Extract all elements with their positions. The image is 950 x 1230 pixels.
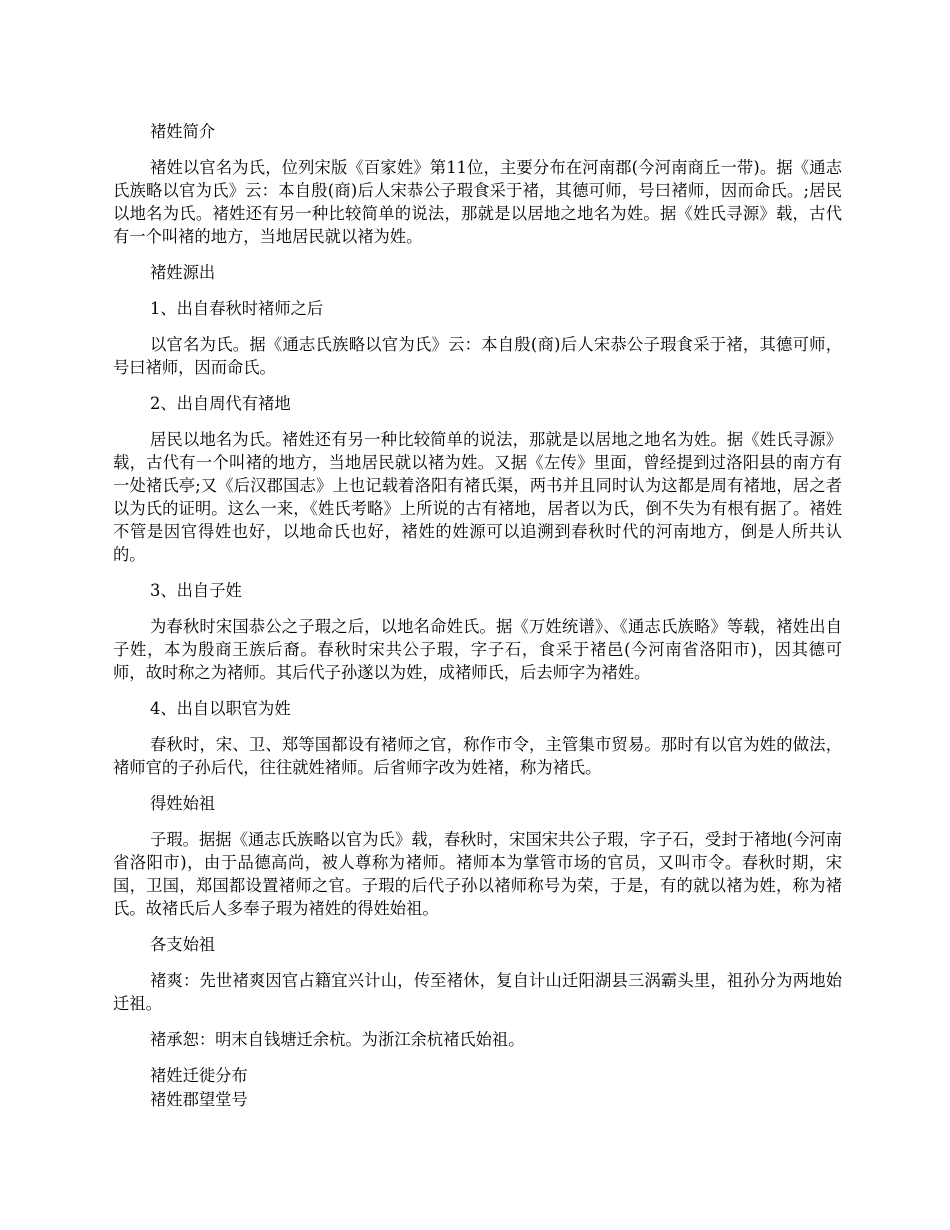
subheading-origin-3: 3、出自子姓 [150, 581, 242, 600]
paragraph-origin-2: 居民以地名为氏。褚姓还有另一种比较简单的说法，那就是以居地之地名为姓。据《姓氏寻源》载，古代有一个叫褚的地方，当地居民就以褚为姓。又据《左传》里面，曾经提到过洛阳县的南方有一处褚氏亭;又《后汉郡国志》上也记载着洛阳有褚氏渠，两书并且同时认为这都是周有褚地，居之者以为氏的证明。这么一来，《姓氏考略》上所说的古有褚地，居者以为氏，倒不失为有根有据了。褚姓不管是因官得姓也好，以地命氏也好，褚姓的姓源可以追溯到春秋时代的河南地方，倒是人所共认的。 [113, 430, 842, 564]
paragraph-ancestor: 子瑕。据据《通志氏族略以官为氏》载，春秋时，宋国宋共公子瑕，字子石，受封于褚地(今河南省洛阳市)，由于品德高尚，被人尊称为褚师。褚师本为掌管市场的官员，又叫市令。春秋时期，宋国，卫国，郑国都设置褚师之官。子瑕的后代子孙以褚师称号为荣，于是，有的就以褚为姓，称为褚氏。故褚氏后人多奉子瑕为褚姓的得姓始祖。 [113, 830, 842, 918]
section-heading-ancestor: 得姓始祖 [150, 794, 216, 813]
paragraph-origin-3: 为春秋时宋国恭公之子瑕之后，以地名命姓氏。据《万姓统谱》、《通志氏族略》等载，褚姓出自子姓，本为殷商王族后裔。春秋时宋共公子瑕，字子石，食采于褚邑(今河南省洛阳市)，因其德可师，故时称之为褚师。其后代子孙遂以为姓，成褚师氏，后去师字为褚姓。 [113, 617, 842, 682]
paragraph-origin-4: 春秋时，宋、卫、郑等国都设有褚师之官，称作市令，主管集市贸易。那时有以官为姓的做法，褚师官的子孙后代，往往就姓褚师。后省师字改为姓褚，称为褚氏。 [113, 735, 842, 777]
section-heading-migration: 褚姓迁徙分布 [150, 1066, 248, 1085]
subheading-origin-4: 4、出自以职官为姓 [150, 699, 291, 718]
section-heading-origin: 褚姓源出 [150, 263, 216, 282]
paragraph-origin-1: 以官名为氏。据《通志氏族略以官为氏》云：本自殷(商)后人宋恭公子瑕食采于褚，其德可师，号曰褚师，因而命氏。 [113, 335, 842, 377]
subheading-origin-1: 1、出自春秋时褚师之后 [150, 299, 324, 318]
paragraph-branch-chu-chengshu: 褚承恕：明末自钱塘迁余杭。为浙江余杭褚氏始祖。 [150, 1030, 525, 1049]
section-heading-commandery: 褚姓郡望堂号 [150, 1090, 248, 1109]
paragraph-intro: 褚姓以官名为氏，位列宋版《百家姓》第11位，主要分布在河南郡(今河南商丘一带)。据《通志氏族略以官为氏》云：本自殷(商)后人宋恭公子瑕食采于褚，其德可师，号曰褚师，因而命氏。;居民以地名为氏。褚姓还有另一种比较简单的说法，那就是以居地之地名为姓。据《姓氏寻源》载，古代有一个叫褚的地方，当地居民就以褚为姓。 [113, 158, 842, 246]
paragraph-branch-chu-shuang: 褚爽：先世褚爽因官占籍宜兴计山，传至褚休，复自计山迁阳湖县三涡霸头里，祖孙分为两地始迁祖。 [113, 971, 842, 1013]
section-heading-intro: 褚姓简介 [150, 122, 216, 141]
subheading-origin-2: 2、出自周代有褚地 [150, 394, 291, 413]
section-heading-branches: 各支始祖 [150, 935, 216, 954]
